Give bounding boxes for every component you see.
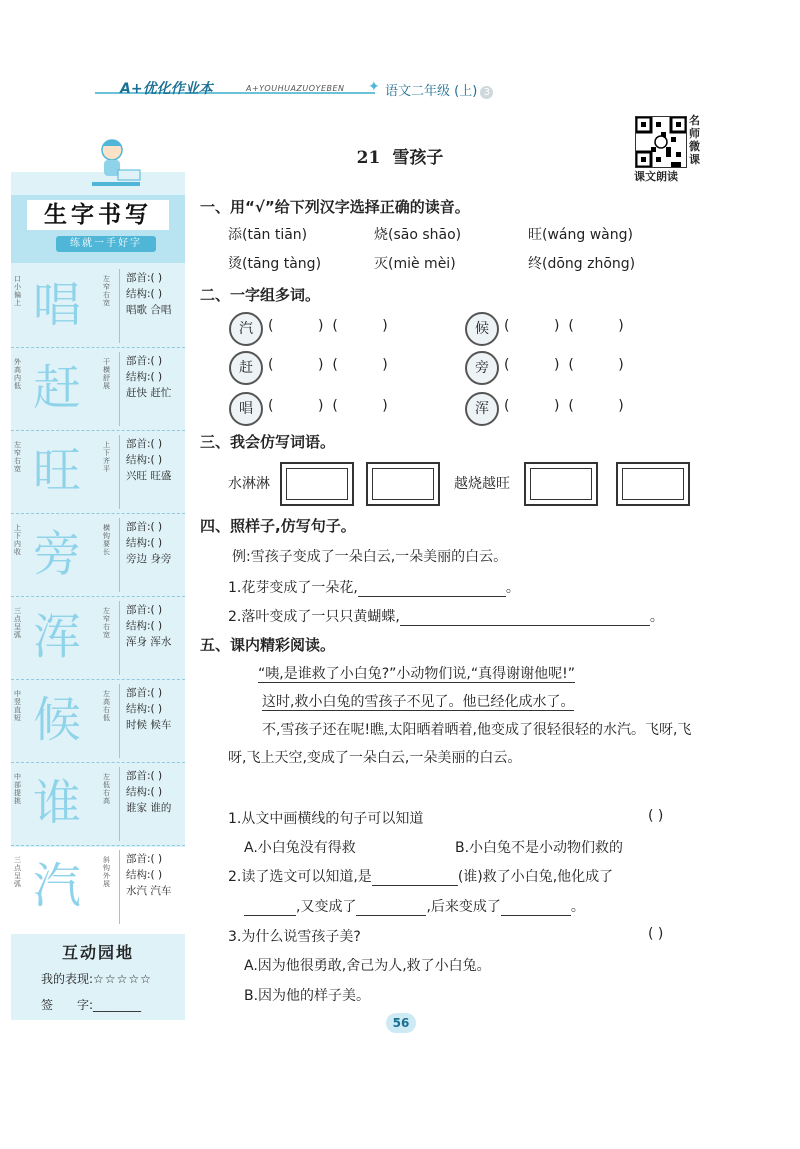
practice-char: 赶 [32, 360, 81, 416]
example-words: 赶快 赶忙 [126, 387, 172, 399]
passage-line-1: “咦,是谁救了小白兔?”小动物们说,“真得谢谢他呢!” [258, 666, 575, 682]
char-structure-note: 外高内低 [14, 358, 21, 390]
example-words: 时候 候车 [126, 719, 172, 731]
bushou-field[interactable]: 部首:( ) [126, 604, 163, 616]
char-guide-note: 左低右高 [103, 773, 110, 805]
jiegou-field[interactable]: 结构:( ) [126, 371, 163, 383]
practice-char: 浑 [32, 609, 81, 665]
answer-line[interactable] [244, 901, 296, 916]
mascot-icon [84, 132, 144, 192]
char-guide-note: 左高右低 [103, 690, 110, 722]
interaction-panel [11, 934, 185, 1020]
pinyin-item[interactable]: 灭(miè mèi) [374, 256, 456, 272]
bushou-field[interactable]: 部首:( ) [126, 438, 163, 450]
bushou-field[interactable]: 部首:( ) [126, 272, 163, 284]
answer-box[interactable] [280, 462, 354, 506]
sentence-q2: 2.落叶变成了一只只黄蝴蝶, 。 [228, 609, 664, 625]
char-row [11, 597, 185, 680]
jiegou-field[interactable]: 结构:( ) [126, 454, 163, 466]
section-1-title: 一、用“√”给下列汉字选择正确的读音。 [200, 198, 470, 216]
example-words: 旁边 身旁 [126, 553, 172, 565]
example-words: 浑身 浑水 [126, 636, 172, 648]
char-row [11, 846, 185, 928]
answer-blank[interactable]: ( ) ( ) [504, 357, 624, 373]
interaction-title: 互动园地 [61, 943, 134, 962]
performance-rating[interactable]: 我的表现:☆☆☆☆☆ [41, 972, 152, 986]
section-2-title: 二、一字组多词。 [200, 286, 321, 304]
answer-box[interactable] [524, 462, 598, 506]
answer-blank[interactable]: ( ) ( ) [268, 398, 388, 414]
char-row [11, 680, 185, 763]
star-icon: ✦ [368, 79, 380, 95]
answer-line[interactable] [358, 582, 506, 597]
model-word-1: 水淋淋 [228, 476, 270, 492]
char-row [11, 265, 185, 348]
jiegou-field[interactable]: 结构:( ) [126, 288, 163, 300]
example-sentence: 例:雪孩子变成了一朵白云,一朵美丽的白云。 [232, 549, 508, 565]
answer-line[interactable] [372, 871, 458, 886]
pinyin-item[interactable]: 添(tān tiān) [228, 227, 308, 243]
word-char: 浑 [465, 392, 499, 426]
answer-box[interactable] [366, 462, 440, 506]
header-logo-sub: A+YOUHUAZUOYEBEN [246, 84, 345, 93]
pinyin-item[interactable]: 终(dōng zhōng) [528, 256, 636, 272]
char-structure-note: 中部提挑 [14, 773, 21, 805]
section-4-title: 四、照样子,仿写句子。 [200, 517, 356, 535]
pinyin-item[interactable]: 烧(sāo shāo) [374, 227, 462, 243]
sidebar-title: 生字书写 [27, 200, 169, 230]
header-grade: 语文二年级 (上) 3 [385, 80, 493, 99]
bushou-field[interactable]: 部首:( ) [126, 853, 163, 865]
option-b: B.因为他的样子美。 [244, 988, 371, 1004]
passage-paragraph: 不,雪孩子还在呢!瞧,太阳晒着晒着,他变成了很轻很轻的水汽。飞呀,飞呀,飞上天空,变成了一朵白云,一朵美丽的白云。 [228, 722, 692, 766]
header-logo: A+优化作业本 [120, 81, 213, 97]
section-5-title: 五、课内精彩阅读。 [200, 636, 336, 654]
char-guide-note: 上下齐平 [103, 441, 110, 473]
answer-paren[interactable]: ( ) [648, 808, 664, 824]
word-char: 唱 [229, 392, 263, 426]
example-words: 唱歌 合唱 [126, 304, 172, 316]
question-2: 2.读了选文可以知道,是 (谁)救了小白兔,他化成了 [228, 869, 614, 885]
bushou-field[interactable]: 部首:( ) [126, 770, 163, 782]
qr-code-icon[interactable] [635, 116, 687, 168]
answer-paren[interactable]: ( ) [648, 926, 664, 942]
practice-char: 汽 [32, 858, 81, 914]
answer-line[interactable] [501, 901, 571, 916]
example-words: 水汽 汽车 [126, 885, 172, 897]
practice-char: 谁 [32, 775, 81, 831]
qr-side-label: 名师微课 [689, 114, 700, 166]
word-char: 旁 [465, 351, 499, 385]
model-word-2: 越烧越旺 [454, 476, 510, 492]
practice-char: 唱 [32, 277, 81, 333]
char-row [11, 763, 185, 846]
answer-line[interactable] [356, 901, 426, 916]
char-structure-note: 口小偏上 [14, 275, 21, 307]
bushou-field[interactable]: 部首:( ) [126, 355, 163, 367]
question-1: 1.从文中画横线的句子可以知道 [228, 811, 424, 827]
question-3: 3.为什么说雪孩子美? [228, 929, 361, 945]
char-row [11, 514, 185, 597]
lesson-title: 21 雪孩子 [356, 148, 444, 168]
jiegou-field[interactable]: 结构:( ) [126, 869, 163, 881]
jiegou-field[interactable]: 结构:( ) [126, 620, 163, 632]
word-char: 汽 [229, 312, 263, 346]
answer-blank[interactable]: ( ) ( ) [504, 318, 624, 334]
char-structure-note: 上下内收 [14, 524, 21, 556]
char-guide-note: 干横舒展 [103, 358, 110, 390]
char-row [11, 431, 185, 514]
char-guide-note: 左窄右宽 [103, 275, 110, 307]
section-3-title: 三、我会仿写词语。 [200, 433, 336, 451]
bushou-field[interactable]: 部首:( ) [126, 521, 163, 533]
char-guide-note: 左窄右宽 [103, 607, 110, 639]
grade-number: 3 [480, 86, 493, 99]
char-structure-note: 中竖直短 [14, 690, 21, 722]
answer-blank[interactable]: ( ) ( ) [504, 398, 624, 414]
question-2-cont: ,又变成了 ,后来变成了 。 [244, 896, 585, 916]
practice-char: 候 [32, 692, 81, 748]
answer-blank[interactable]: ( ) ( ) [268, 318, 388, 334]
char-guide-note: 横钩要长 [103, 524, 110, 556]
jiegou-field[interactable]: 结构:( ) [126, 786, 163, 798]
option-a: A.因为他很勇敢,舍己为人,救了小白兔。 [244, 958, 491, 974]
char-guide-note: 斜钩外展 [103, 856, 110, 888]
pinyin-item[interactable]: 旺(wáng wàng) [528, 227, 633, 243]
option-b: B.小白兔不是小动物们救的 [455, 840, 624, 856]
practice-char: 旁 [32, 526, 81, 582]
page-number: 56 [386, 1013, 416, 1033]
pinyin-item[interactable]: 烫(tāng tàng) [228, 256, 322, 272]
example-words: 谁家 谁的 [126, 802, 172, 814]
answer-blank[interactable]: ( ) ( ) [268, 357, 388, 373]
jiegou-field[interactable]: 结构:( ) [126, 703, 163, 715]
char-structure-note: 左窄右宽 [14, 441, 21, 473]
star-rating-icon: ☆☆☆☆☆ [93, 972, 152, 986]
sidebar-subtitle: 练就一手好字 [56, 236, 156, 252]
answer-box[interactable] [616, 462, 690, 506]
signature-field[interactable]: 签 字:________ [41, 998, 142, 1012]
char-row [11, 348, 185, 431]
jiegou-field[interactable]: 结构:( ) [126, 537, 163, 549]
practice-char: 旺 [32, 443, 81, 499]
qr-caption: 课文朗读 [634, 170, 678, 183]
example-words: 兴旺 旺盛 [126, 470, 172, 482]
char-structure-note: 三点呈弧 [14, 856, 21, 888]
answer-line[interactable] [400, 611, 650, 626]
sentence-q1: 1.花芽变成了一朵花, 。 [228, 580, 520, 596]
bushou-field[interactable]: 部首:( ) [126, 687, 163, 699]
word-char: 赶 [229, 351, 263, 385]
char-structure-note: 三点呈弧 [14, 607, 21, 639]
option-a: A.小白兔没有得救 [244, 840, 356, 856]
passage-line-2: 这时,救小白兔的雪孩子不见了。他已经化成水了。 [262, 694, 575, 710]
word-char: 候 [465, 312, 499, 346]
